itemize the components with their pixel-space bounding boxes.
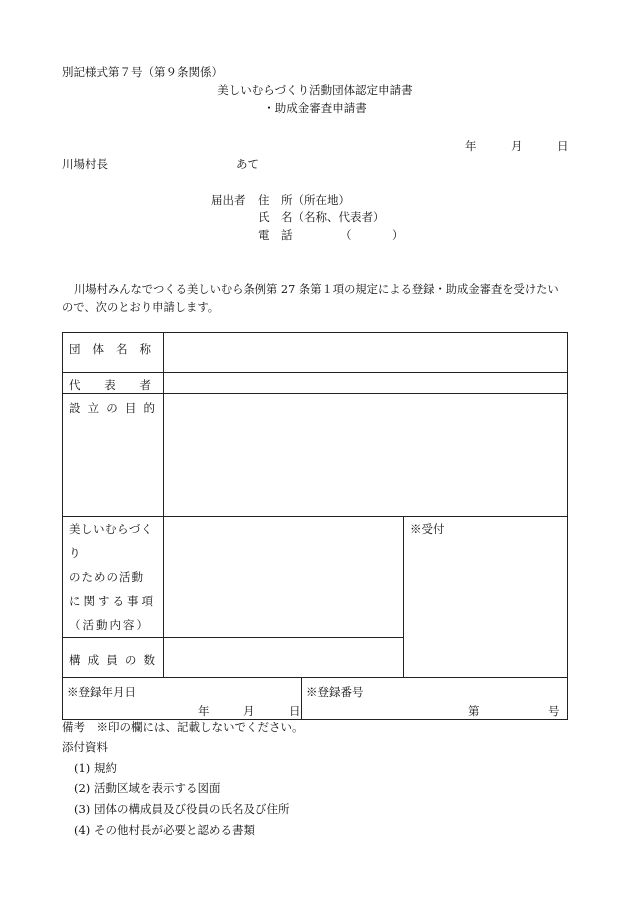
date-month-label: 月 xyxy=(511,139,523,153)
registration-number-cell xyxy=(302,678,568,720)
registration-date-year: 年 xyxy=(198,704,210,718)
activity-label-line: 美しいむらづくり xyxy=(69,522,153,560)
registration-number-label: ※登録番号 xyxy=(306,685,364,699)
purpose-label-char: 的 xyxy=(143,401,155,415)
activity-label-cell xyxy=(63,517,164,638)
phone-label: 電 話 xyxy=(258,228,293,242)
attachment-item: (2) 活動区域を表示する図面 xyxy=(74,781,221,795)
addressee-suffix: あて xyxy=(236,157,259,171)
document-title-line2: ・助成金審査申請書 xyxy=(263,101,367,115)
attachment-item: (3) 団体の構成員及び役員の氏名及び住所 xyxy=(74,802,290,816)
document-title-line1: 美しいむらづくり活動団体認定申請書 xyxy=(217,83,413,97)
registration-number-prefix: 第 xyxy=(468,704,480,718)
group-name-label-char: 団 xyxy=(69,342,81,356)
address-label: 住 所（所在地） xyxy=(258,193,350,207)
members-label-char: 員 xyxy=(106,653,118,667)
body-text-line2: ので、次のとおり申請します。 xyxy=(62,301,220,314)
group-name-label-char: 称 xyxy=(139,342,151,356)
representative-label-char: 代 xyxy=(69,378,81,392)
representative-label-char: 表 xyxy=(104,378,116,392)
registration-date-cell xyxy=(63,678,302,720)
purpose-label-char: の xyxy=(106,401,118,415)
members-label-char: 構 xyxy=(69,653,81,667)
attachments-heading: 添付資料 xyxy=(62,740,108,754)
members-count-field[interactable] xyxy=(164,638,404,678)
registration-number-suffix: 号 xyxy=(548,704,560,718)
representative-label-cell xyxy=(63,373,164,394)
activity-field[interactable] xyxy=(164,517,404,638)
members-label-char: 数 xyxy=(143,653,155,667)
members-label-char: 成 xyxy=(87,653,100,667)
attachment-item: (1) 規約 xyxy=(74,761,117,775)
attachment-item: (4) その他村長が必要と認める書類 xyxy=(74,823,255,837)
activity-label-line: （活動内容） xyxy=(69,618,150,632)
received-stamp-cell xyxy=(404,517,568,678)
group-name-label-char: 名 xyxy=(116,342,128,356)
registration-date-label: ※登録年月日 xyxy=(67,685,136,699)
activity-label-line: に関する事項 xyxy=(69,594,156,608)
date-day-label: 日 xyxy=(557,139,569,153)
representative-field[interactable] xyxy=(164,373,568,394)
members-label-cell xyxy=(63,638,164,678)
purpose-label-char: 目 xyxy=(124,401,137,415)
purpose-label-cell xyxy=(63,394,164,517)
registration-date-month: 月 xyxy=(243,704,255,718)
body-text-line1: 川場村みんなでつくる美しいむら条例第 27 条第１項の規定による登録・助成金審査を受けたい xyxy=(74,283,559,296)
applicant-label: 届出者 xyxy=(211,193,246,207)
received-label: ※受付 xyxy=(410,522,445,536)
group-name-field[interactable] xyxy=(164,333,568,373)
registration-date-day: 日 xyxy=(289,704,301,718)
addressee-name: 川場村長 xyxy=(62,157,108,171)
remarks-note: 備考 ※印の欄には、記載しないでください。 xyxy=(62,720,304,734)
group-name-label-char: 体 xyxy=(92,342,104,356)
date-year-label: 年 xyxy=(465,139,477,153)
phone-paren-close: ） xyxy=(392,228,404,242)
purpose-label-char: 設 xyxy=(69,401,81,415)
phone-paren-open: （ xyxy=(340,228,352,242)
name-label: 氏 名（名称、代表者） xyxy=(258,210,385,224)
group-name-label-cell xyxy=(63,333,164,373)
form-id: 別記様式第７号（第９条関係） xyxy=(62,65,223,79)
activity-label-line: のための活動 xyxy=(69,570,144,584)
purpose-field[interactable] xyxy=(164,394,568,517)
representative-label-char: 者 xyxy=(139,378,151,392)
application-table xyxy=(62,332,568,720)
purpose-label-char: 立 xyxy=(87,401,100,415)
members-label-char: の xyxy=(124,653,137,667)
